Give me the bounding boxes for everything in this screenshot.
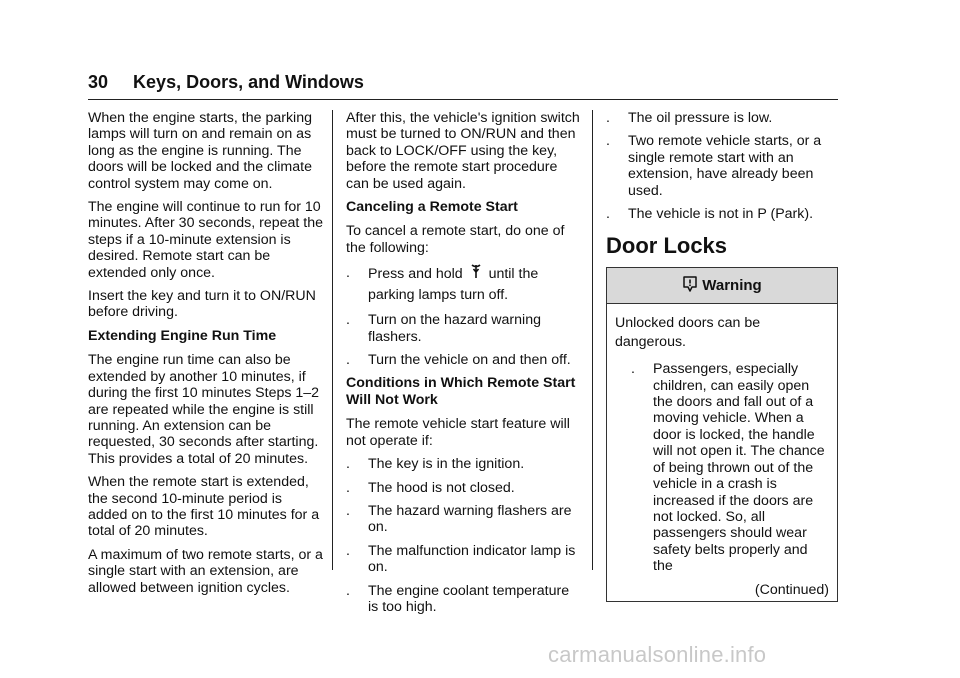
remote-start-icon — [469, 263, 483, 285]
header-rule — [88, 99, 838, 100]
list-item: . Passengers, especially children, can easily open the doors and fall out of a moving vehicle. When a door is locked, the handle will not open it. The chance of being thrown out of the vehicle in a crash is increased if the doors are not locked. So, all passengers should wear safety belts properly and the — [631, 361, 825, 575]
page-title: Keys, Doors, and Windows — [133, 72, 364, 92]
paragraph: The engine will continue to run for 10 minutes. After 30 seconds, repeat the steps if a 10-minute extension is desired. Remote start can be extended only once. — [88, 199, 324, 281]
bullet: . — [606, 133, 610, 150]
paragraph: To cancel a remote start, do one of the following: — [346, 223, 565, 256]
subheading-canceling-remote-start: Canceling a Remote Start — [346, 199, 518, 216]
bullet: . — [346, 542, 350, 559]
column-3 — [606, 110, 842, 602]
bullet: . — [346, 582, 350, 599]
list-item: . The hood is not closed. — [346, 479, 515, 496]
warning-body — [607, 304, 837, 601]
warning-header — [607, 268, 837, 304]
bullet: . — [346, 312, 350, 329]
list-item: . Press and hold until the parking lamps turn off. — [346, 265, 539, 304]
list-item: . Two remote vehicle starts, or a single remote start with an extension, have already been used. — [606, 133, 822, 199]
paragraph: When the remote start is extended, the second 10-minute period is added on to the first 10 minutes for a total of 20 minutes. — [88, 474, 320, 540]
list-item: . The hazard warning flashers are on. — [346, 502, 572, 536]
paragraph: The engine run time can also be extended by another 10 minutes, if during the first 10 minutes Steps 1–2 are repeated while the engine is still running. An extension can be requested, 30 seconds after starting. This provides a total of 20 minutes. — [88, 352, 320, 467]
paragraph: The remote vehicle start feature will not operate if: — [346, 416, 570, 449]
page-number: 30 — [88, 72, 109, 92]
list-item: . The oil pressure is low. — [606, 110, 773, 126]
column-divider — [332, 110, 333, 570]
warning-list — [631, 361, 829, 574]
warning-icon — [682, 275, 698, 297]
list-item: . The malfunction indicator lamp is on. — [346, 542, 576, 576]
subheading-extending-run-time: Extending Engine Run Time — [88, 327, 277, 344]
bullet: . — [346, 479, 350, 496]
column-1 — [88, 110, 324, 603]
paragraph: Insert the key and turn it to ON/RUN before driving. — [88, 288, 316, 321]
list-item: . The key is in the ignition. — [346, 456, 525, 473]
bullet: . — [606, 110, 610, 126]
bullet: . — [346, 352, 350, 369]
column-2 — [346, 110, 582, 622]
warning-text: Unlocked doors can be dangerous. — [615, 315, 761, 351]
list-item: . The vehicle is not in P (Park). — [606, 206, 814, 223]
bullet: . — [346, 456, 350, 473]
column-divider — [592, 110, 593, 570]
list-item: . The engine coolant temperature is too high. — [346, 582, 570, 615]
list-item: . Turn the vehicle on and then off. — [346, 352, 571, 369]
conditions-list — [346, 456, 582, 615]
page-header — [88, 72, 364, 93]
bullet: . — [606, 206, 610, 223]
paragraph: A maximum of two remote starts, or a single start with an extension, are allowed between ignition cycles. — [88, 546, 323, 596]
conditions-list-continued — [606, 110, 842, 222]
bullet: . — [346, 265, 350, 282]
continued-label: (Continued) — [754, 581, 829, 598]
bullet: . — [346, 502, 350, 519]
watermark: carmanualsonline.info — [548, 642, 767, 667]
warning-label: Warning — [702, 276, 762, 294]
list-item: . Turn on the hazard warning flashers. — [346, 312, 541, 345]
paragraph: When the engine starts, the parking lamps will turn on and remain on as long as the engine is running. The doors will be locked and the climate control system may come on. — [88, 110, 312, 192]
subheading-conditions: Conditions in Which Remote Start Will Not Work — [346, 375, 576, 408]
paragraph: After this, the vehicle's ignition switch must be turned to ON/RUN and then back to LOCK/OFF using the key, before the remote start procedure can be used again. — [346, 110, 580, 192]
warning-box — [606, 267, 838, 602]
bullet: . — [631, 361, 635, 378]
cancel-list — [346, 263, 582, 368]
section-title-door-locks: Door Locks — [606, 233, 728, 259]
